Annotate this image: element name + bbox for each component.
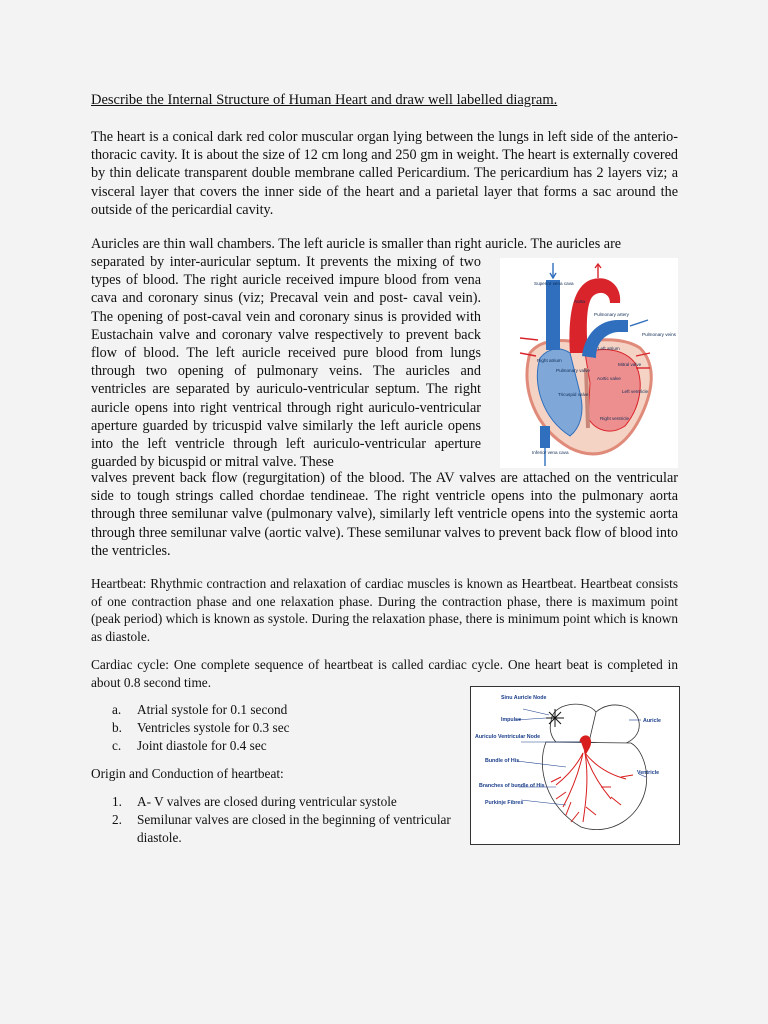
paragraph-heart-intro: The heart is a conical dark red color muscular organ lying between the lungs in left side of the anterio- thoracic cavity. It is about the size of 12 cm long and 250 gm in weight. The heart is externally covered by thin delicate transparent double membrane called Pericardium. The pericardium has 2 layers viz; a visceral layer that covers the inner side of the heart and a parietal layer that forms a sac around the outside of the pericardial cavity. bbox=[91, 129, 678, 218]
cardiac-cycle-list bbox=[112, 701, 290, 755]
label-right-ventricle: Right ventricle bbox=[600, 416, 630, 421]
label-aortic-valve: Aortic valve bbox=[597, 376, 621, 381]
label-impulse: Impulse bbox=[501, 717, 522, 723]
label-aorta: Aorta bbox=[574, 299, 585, 304]
list-item: a. Atrial systole for 0.1 second bbox=[112, 702, 288, 717]
label-auricle: Auricle bbox=[643, 718, 661, 724]
list-item: 1. A- V valves are closed during ventricular systole bbox=[112, 794, 397, 809]
label-inferior-vena-cava: Inferior vena cava bbox=[532, 450, 569, 455]
label-mitral-valve: Mitral valve bbox=[618, 362, 642, 367]
paragraph-heartbeat: Heartbeat: Rhythmic contraction and relaxation of cardiac muscles is known as Heartbeat. Heartbeat consists of one contraction phase and one relaxation phase. During the contraction phase, there is maximum point (peak period) which is known as systole. During the relaxation phase, there is minimum point which is known as diastole. bbox=[91, 576, 678, 644]
label-av-node: Auriculo Ventricular Node bbox=[475, 734, 541, 740]
paragraph-valves: valves prevent back flow (regurgitation) of the blood. The AV valves are attached on the ventricular side to tough strings called chordae tendineae. The right ventricle opens into the pulmonary aorta through three semilunar valve (pulmonary valve), similarly left ventricle opens into the systemic aorta through three semilunar valve (aortic valve). These semilunar valves to prevent back flow of blood into the ventricles. bbox=[91, 470, 678, 559]
label-right-atrium: Right atrium bbox=[537, 358, 562, 363]
label-ventricle: Ventricle bbox=[637, 770, 660, 776]
list-item: b. Ventricles systole for 0.3 sec bbox=[112, 720, 290, 735]
label-pulmonary-artery: Pulmonary artery bbox=[594, 312, 629, 317]
document-title: Describe the Internal Structure of Human Heart and draw well labelled diagram. bbox=[91, 92, 558, 108]
label-left-atrium: Left atrium bbox=[598, 346, 620, 351]
label-sa-node: Sinu Auricle Node bbox=[501, 695, 547, 701]
origin-list bbox=[112, 793, 467, 847]
label-purkinje: Purkinje Fibres bbox=[485, 800, 524, 806]
label-branches: Branches of bundle of His bbox=[479, 783, 545, 789]
label-bundle-of-his: Bundle of His bbox=[485, 758, 520, 764]
heart-structure-diagram bbox=[500, 258, 678, 468]
origin-heading: Origin and Conduction of heartbeat: bbox=[91, 766, 284, 781]
label-tricuspid-valve: Tricuspid valve bbox=[558, 392, 589, 397]
label-left-ventricle: Left ventricle bbox=[622, 389, 649, 394]
label-pulmonary-veins: Pulmonary veins bbox=[642, 332, 676, 337]
label-pulmonary-valve: Pulmonary valve bbox=[556, 368, 590, 373]
list-item: 2. Semilunar valves are closed in the beginning of ventricular diastole. bbox=[112, 812, 451, 845]
list-item: c. Joint diastole for 0.4 sec bbox=[112, 738, 267, 753]
paragraph-auricles-wrap: separated by inter-auricular septum. It prevents the mixing of two types of blood. The right auricle received impure blood from vena cava and coronary sinus (viz; Precaval vein and post- caval vein). The opening of post-caval vein and coronary sinus is provided with Eustachain valve and coronary valve respectively to prevent back flow of blood. The left auricle received pure blood from lungs through two opening of pulmonary veins. The auricles and ventricles are separated by auriculo-ventricular septum. The right auricle opens into right ventrical through right auriculo-ventricular aperture guarded by tricuspid valve similarly the left auricle opens into the left ventricle through left auriculo-ventricular aperture guarded by bicuspid or mitral valve. These bbox=[91, 254, 481, 471]
paragraph-auricles-line1: Auricles are thin wall chambers. The left auricle is smaller than right auricle. The auricles are bbox=[91, 236, 622, 252]
label-superior-vena-cava: Superior vena cava bbox=[534, 281, 574, 286]
conduction-system-diagram bbox=[470, 686, 680, 845]
paragraph-cardiac-cycle: Cardiac cycle: One complete sequence of heartbeat is called cardiac cycle. One heart beat is completed in about 0.8 second time. bbox=[91, 657, 678, 690]
